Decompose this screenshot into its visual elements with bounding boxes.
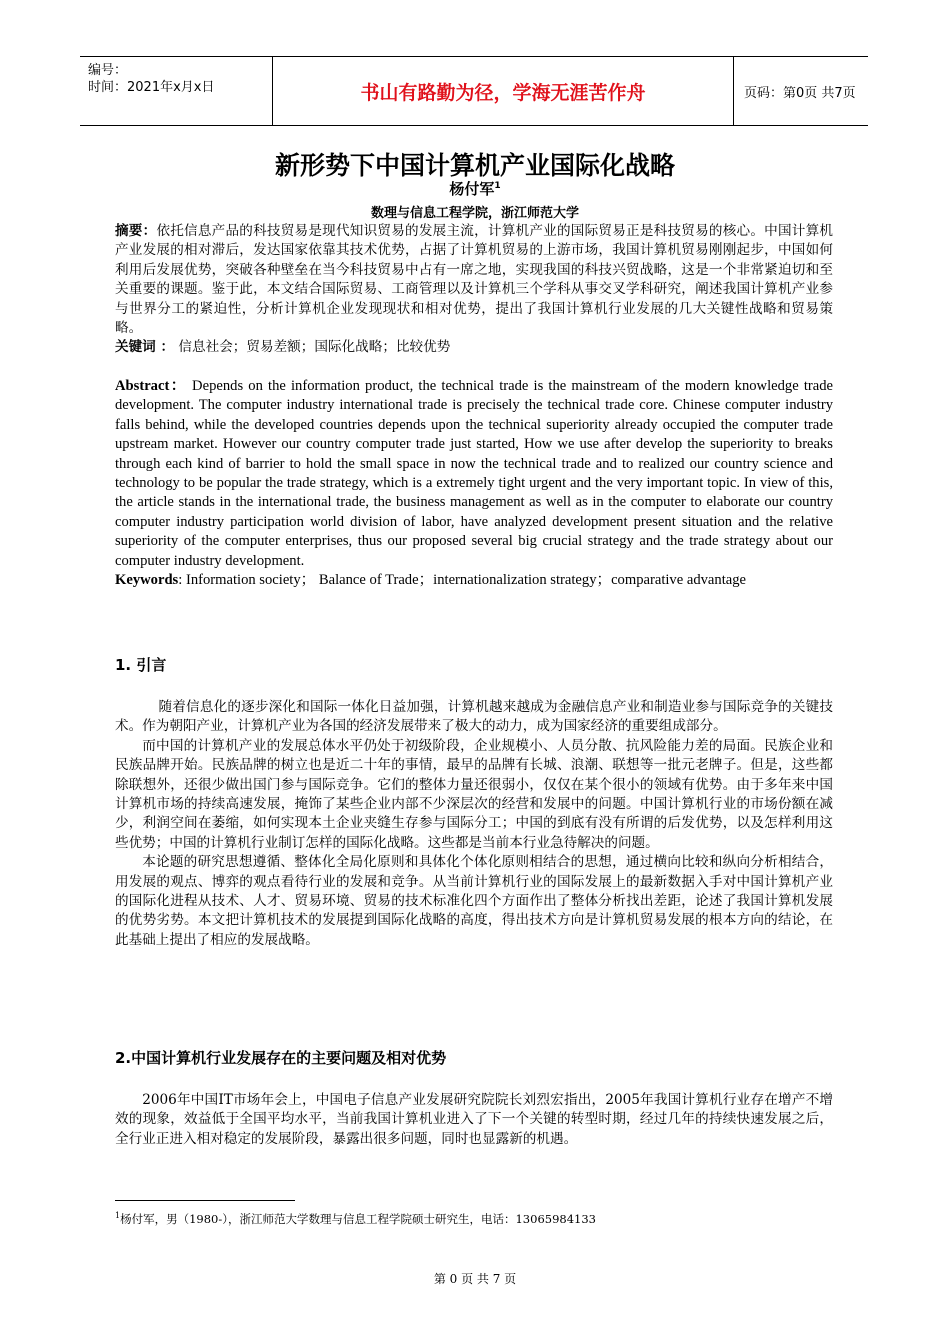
footnote-mark: 1 — [115, 1211, 121, 1220]
header-page-code: 页码：第0页 共7页 — [744, 85, 856, 101]
paragraph: 随着信息化的逐步深化和国际一体化日益加强，计算机越来越成为金融信息产业和制造业参与国际竞争的关键技术。作为朝阳产业，计算机产业为各国的经济发展带来了极大的动力，成为国家经济的重要组成部分。 — [115, 699, 833, 735]
keywords-en-text: : Information society； Balance of Trade；internationalization strategy；comparative advantage — [178, 572, 747, 589]
keywords-zh-text: 信息社会；贸易差额；国际化战略；比较优势 — [174, 339, 451, 356]
paragraph: 2006年中国IT市场年会上，中国电子信息产业发展研究院院长刘烈宏指出，2005年我国计算机行业存在增产不增效的现象，效益低于全国平均水平，当前我国计算机业进入了下一个关键的转型时期，经过几年的持续快速发展之后，全行业正进入相对稳定的发展阶段，暴露出很多问题，同时也显露新的机遇。 — [115, 1092, 833, 1147]
document-number-label: 编号： — [88, 63, 128, 78]
section-1-body — [115, 698, 833, 950]
abstract-en — [115, 377, 833, 590]
paragraph: 而中国的计算机产业的发展总体水平仍处于初级阶段，企业规模小、人员分散、抗风险能力差的局面。民族企业和民族品牌开始。民族品牌的树立也是近二十年的事情，最早的品牌有长城、浪潮、联想等一批元老牌子。但是，这些都除联想外，还很少做出国门参与国际竞争。它们的整体力量还很弱小，仅仅在某个很小的领域有优势。由于多年来中国计算机市场的持续高速发展，掩饰了某些企业内部不少深层次的经营和发展中的问题。中国计算机行业的市场份额在减少，利润空间在萎缩，如何实现本土企业夹缝生存参与国际分工；中国的到底有没有所谓的后发优势，以及怎样利用这些优势；中国的计算机行业制订怎样的国际化战略。这些都是当前本行业急待解决的问题。 — [115, 737, 833, 851]
footnote — [115, 1208, 835, 1227]
document-header — [80, 56, 868, 126]
abstract-en-label: Abstract： — [115, 378, 187, 394]
author-footnote-mark: 1 — [494, 181, 501, 191]
keywords-zh-label: 关键词 ： — [115, 339, 175, 356]
author-line — [0, 178, 950, 199]
document-date: 时间：2021年x月x日 — [88, 80, 215, 95]
abstract-en-text: Depends on the information product, the technical trade is the mainstream of the modern knowledge trade development. The computer industry international trade is precisely the technical trade core. Chinese computer industry falls behind, while the developed countries depends upon the technical superiority already occupied the computer trade upstream market. However our country computer trade just started, How we use after develop the superiority to breaks through each kind of barrier to hold the small space in now the technical trade and to realized our country science and technology to be popular the trade strategy, which is a extremely tight urgent and the very important topic. In view of this, the article stands in the international trade, the business management as well as in the computer to elaborate our country computer industry participation world division of labor, have analyzed development present situation and the relative superiority of the computer enterprises, thus our proposed several big crucial strategy and the trade strategy about our computer industry development. — [115, 378, 833, 569]
abstract-zh — [115, 222, 833, 358]
abstract-zh-text: 依托信息产品的科技贸易是现代知识贸易的发展主流，计算机产业的国际贸易正是科技贸易的核心。中国计算机产业发展的相对滞后，发达国家依靠其技术优势，占据了计算机贸易的上游市场，我国计算机贸易刚刚起步，中国如何利用后发展优势，突破各种壁垒在当今科技贸易中占有一席之地，实现我国的科技兴贸战略，这是一个非常紧迫切和至关重要的课题。鉴于此，本文结合国际贸易、工商管理以及计算机三个学科从事交叉学科研究，阐述我国计算机产业参与世界分工的紧迫性，分析计算机企业发现现状和相对优势，提出了我国计算机行业发展的几大关键性战略和贸易策略。 — [115, 223, 833, 337]
header-meta — [80, 57, 272, 125]
affiliation: 数理与信息工程学院，浙江师范大学 — [370, 206, 579, 221]
section-2-heading: 2.中国计算机行业发展存在的主要问题及相对优势 — [115, 1049, 447, 1067]
paragraph: 本论题的研究思想遵循、整体化全局化原则和具体化个体化原则相结合的思想，通过横向比较和纵向分析相结合，用发展的观点、博弈的观点看待行业的发展和竞争。从当前计算机行业的国际发展上的最新数据入手对中国计算机产业的国际化进程从技术、人才、贸易环境、贸易的技术标准化四个方面作出了整体分析找出差距，论述了我国计算机发展的优势劣势。本文把计算机技术的发展提到国际化战略的高度，得出技术方向是计算机贸易发展的根本方向的结论，在此基础上提出了相应的发展战略。 — [115, 854, 833, 948]
footnote-text: 杨付军，男（1980-），浙江师范大学数理与信息工程学院硕士研究生，电话：13065984133 — [120, 1211, 596, 1226]
author-name: 杨付军 — [449, 180, 495, 198]
section-2-body — [115, 1091, 833, 1149]
page-number: 第 0 页 共 7 页 — [433, 1272, 517, 1286]
abstract-zh-label: 摘要： — [115, 223, 157, 239]
paper-title: 新形势下中国计算机产业国际化战略 — [274, 151, 675, 180]
keywords-en-label: Keywords — [115, 572, 179, 589]
section-1-heading: 1. 引言 — [115, 656, 167, 674]
footnote-divider — [115, 1200, 295, 1201]
header-motto: 书山有路勤为径，学海无涯苦作舟 — [272, 57, 734, 125]
